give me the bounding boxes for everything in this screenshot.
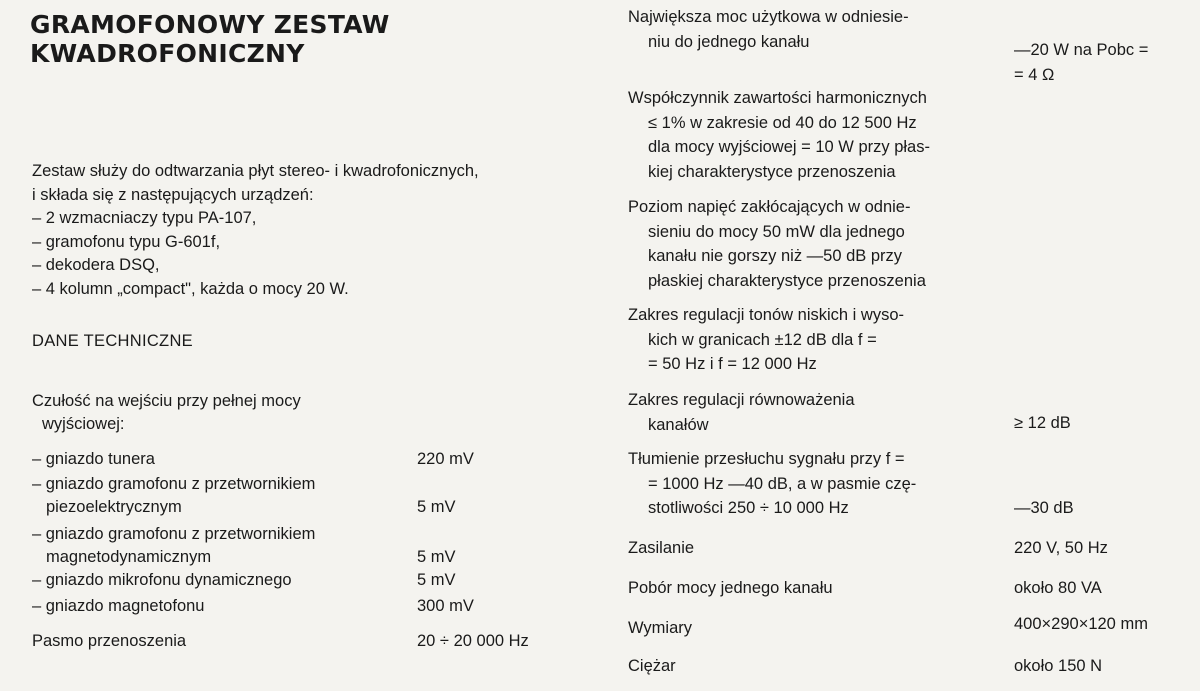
spec-label-line: Zasilanie (628, 539, 695, 557)
spec-value-line: około 150 N (1014, 657, 1103, 675)
title-line-1: GRAMOFONOWY ZESTAW (30, 10, 390, 39)
spec-value: 5 mV (417, 548, 456, 566)
spec-value (1014, 654, 1102, 679)
section-title: DANE TECHNICZNE (32, 332, 193, 350)
document-title (30, 10, 390, 68)
spec-label (628, 303, 988, 377)
spec-label-line: – gniazdo magnetofonu (32, 597, 205, 615)
spec-value (1014, 612, 1148, 637)
spec-label-line: niu do jednego kanału (648, 32, 810, 51)
spec-label-line: kiej charakterystyce przenoszenia (648, 162, 896, 181)
spec-value: 5 mV (417, 571, 456, 589)
spec-label-line: kanału nie gorszy niż —50 dB przy (648, 247, 903, 265)
spec-label-line: ≤ 1% w zakresie od 40 do 12 500 Hz (648, 113, 917, 132)
spec-label-line: Poziom napięć zakłócających w odnie- (628, 198, 911, 216)
spec-label-line: Największa moc użytkowa w odniesie- (628, 8, 909, 26)
spec-label-line: Pasmo przenoszenia (32, 632, 187, 650)
spec-label-line: Współczynnik zawartości harmonicznych (628, 89, 927, 107)
spec-value (1014, 536, 1108, 561)
spec-label (32, 390, 301, 436)
spec-label-line: Zakres regulacji tonów niskich i wyso- (628, 306, 905, 324)
spec-label-line: – gniazdo gramofonu z przetwornikiem (32, 525, 316, 543)
spec-label-line: Pobór mocy jednego kanału (628, 579, 833, 597)
spec-label-line: – gniazdo gramofonu z przetwornikiem (32, 475, 316, 493)
spec-label (32, 473, 315, 519)
spec-value-line: —30 dB (1014, 499, 1074, 517)
spec-label (628, 195, 988, 293)
spec-label (628, 447, 988, 521)
spec-label (628, 388, 988, 437)
spec-label (32, 630, 186, 653)
spec-value: 300 mV (417, 597, 474, 615)
spec-label (628, 654, 988, 679)
spec-label-line: płaskiej charakterystyce przenoszenia (648, 271, 926, 290)
spec-value-line: ≥ 12 dB (1014, 414, 1071, 432)
title-line-2: KWADROFONICZNY (30, 39, 305, 68)
spec-value: 20 ÷ 20 000 Hz (417, 632, 529, 650)
spec-label-line: = 1000 Hz —40 dB, a w pasmie czę- (648, 474, 917, 493)
spec-label-line: kich w granicach ±12 dB dla f = (648, 330, 877, 349)
spec-label (628, 86, 988, 184)
spec-label (628, 5, 988, 54)
spec-value: 5 mV (417, 498, 456, 516)
intro-list-item: – 4 kolumn „compact", każda o mocy 20 W. (32, 279, 349, 298)
spec-label (32, 448, 155, 471)
spec-value-line: 220 V, 50 Hz (1014, 539, 1108, 557)
spec-label (32, 523, 315, 569)
spec-label-line: Wymiary (628, 619, 693, 637)
spec-label (32, 595, 204, 618)
spec-value (1014, 411, 1071, 436)
spec-value (1014, 496, 1074, 521)
intro-list-item: – gramofonu typu G-601f, (32, 232, 221, 251)
intro-paragraph (32, 160, 479, 301)
intro-list-item: – dekodera DSQ, (32, 256, 160, 274)
spec-value-line: = 4 Ω (1014, 65, 1055, 84)
spec-label-line: stotliwości 250 ÷ 10 000 Hz (648, 499, 849, 517)
spec-label-line: dla mocy wyjściowej = 10 W przy płas- (648, 138, 930, 156)
spec-label (628, 576, 988, 601)
spec-label-line: Tłumienie przesłuchu sygnału przy f = (628, 450, 905, 468)
spec-label (628, 536, 988, 561)
intro-line: Zestaw służy do odtwarzania płyt stereo- i kwadrofonicznych, (32, 162, 479, 180)
spec-label-line: magnetodynamicznym (46, 548, 212, 566)
spec-label (32, 569, 292, 592)
spec-value (1014, 576, 1102, 601)
spec-value-line: 400×290×120 mm (1014, 615, 1148, 633)
spec-value: 220 mV (417, 450, 474, 468)
intro-list-item: – 2 wzmacniaczy typu PA-107, (32, 209, 257, 227)
spec-label-line: wyjściowej: (42, 415, 125, 433)
spec-label (628, 616, 988, 641)
spec-label-line: sieniu do mocy 50 mW dla jednego (648, 222, 905, 241)
spec-label-line: – gniazdo mikrofonu dynamicznego (32, 571, 292, 589)
intro-line: i składa się z następujących urządzeń: (32, 185, 314, 204)
spec-label-line: piezoelektrycznym (46, 498, 182, 516)
spec-label-line: – gniazdo tunera (32, 450, 155, 468)
spec-label-line: Zakres regulacji równoważenia (628, 391, 855, 409)
spec-value-line: około 80 VA (1014, 579, 1102, 597)
spec-label-line: = 50 Hz i f = 12 000 Hz (648, 355, 817, 373)
spec-value-line: —20 W na Pobc = (1014, 41, 1149, 59)
spec-label-line: Ciężar (628, 657, 676, 675)
spec-value (1014, 38, 1148, 87)
spec-label-line: Czułość na wejściu przy pełnej mocy (32, 392, 301, 410)
spec-label-line: kanałów (648, 415, 709, 434)
